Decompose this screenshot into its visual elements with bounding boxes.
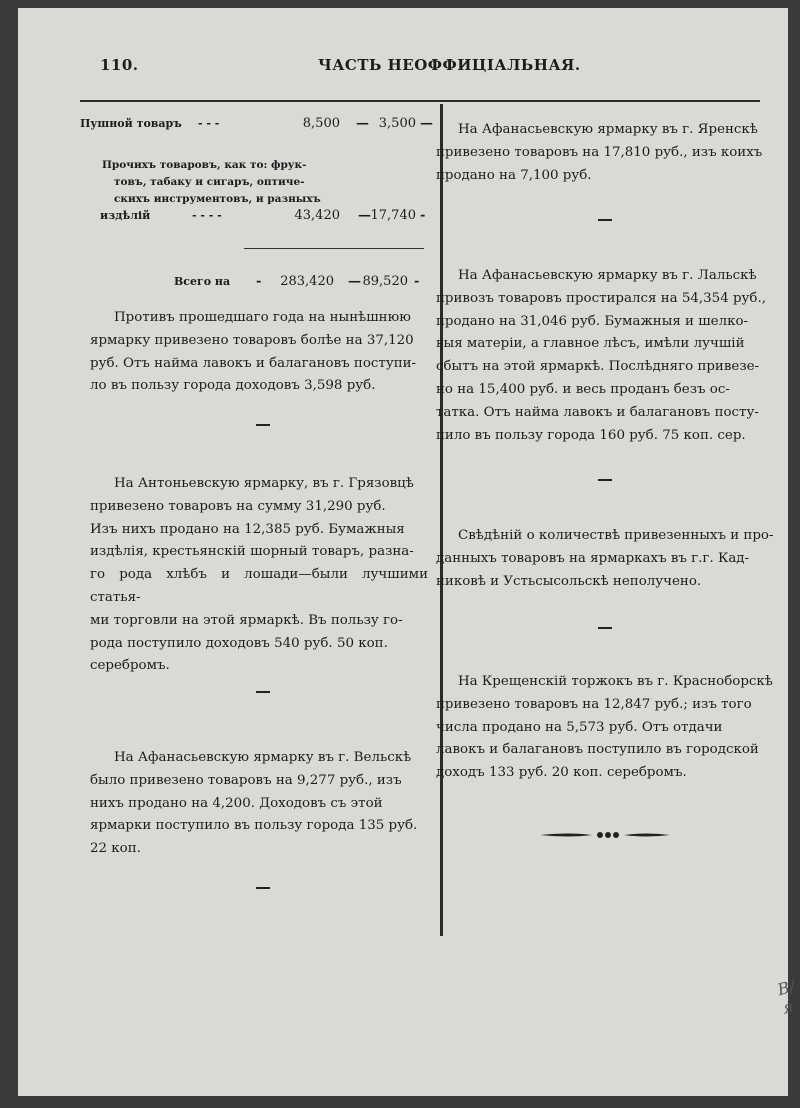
- newspaper-page: 110. ЧАСТЬ НЕОФФИЦІАЛЬНАЯ. Пушной товаръ - - - 8,500 — 3,500 — Прочихъ товаровъ, как то: фрук- товъ, табаку и сигаръ, оптиче- скихъ инструментовъ, и разныхъ издѣлій - - - - 43,420 — 17,740 - Всего на - 283,420 — 89,520 - Противъ прошедшаго года на нынѣшнюю ярмарку привезено товаровъ болѣе на 37,120 руб. Отъ найма лавокъ и балагановъ поступи- ло въ пользу города доходовъ 3,598 руб. На Антоньевскую ярмарку, въ г. Грязовцѣ привезено товаровъ на сумму 31,290 руб. Изъ нихъ продано на 12,385 руб. Бумажныя издѣлія, крестьянскій шорный товаръ, разна- го рода хлѣбъ и лошади—были лучшими статья- ми торговли на этой ярмаркѣ. Въ пользу го- рода поступило доходовъ 540 руб. 50 коп. серебромъ. На Афанасьевскую ярмарку въ г. Вельскѣ было привезено товаровъ на 9,277 руб., изъ нихъ продано на 4,200. Доходовъ съ этой ярмарки поступило въ пользу города 135 руб. 22 коп. На Афанасьевскую ярмарку въ г. Яренскѣ привезено товаровъ на 17,810 руб., изъ коихъ продано на 7,100 руб. На Афанасьевскую ярмарку въ г. Лальскѣ привозъ товаровъ простирался на 54,354 руб., продано на 31,046 руб. Бумажныя и шелко- выя матеріи, а главное лѣсъ, имѣли лучшій сбытъ на этой ярмаркѣ. Послѣдняго привезе- но на 15,400 руб. и весь проданъ безъ ос- татка. Отъ найма лавокъ и балагановъ посту- пило въ пользу города 160 руб. 75 коп. сер. Свѣдѣній о количествѣ привезенныхъ и про- данныхъ товаровъ на ярмаркахъ въ г.г. Кад- никовѣ и Устьсысольскѣ неполучено. На Крещенскій торжокъ въ г. Красноборскѣ привезено товаровъ на 12,847 руб.; изъ того числа продано на 5,573 руб. Отъ отдачи лавокъ и балагановъ поступило въ городской доходъ 133 руб. 20 коп. серебромъ. В/я: [18, 8, 788, 1096]
- text-line: серебромъ.: [90, 658, 170, 674]
- column-divider: [440, 104, 443, 936]
- text-line: рода поступило доходовъ 540 руб. 50 коп.: [90, 635, 388, 651]
- ornament-flourish-icon: [540, 830, 670, 840]
- text-line: выя матеріи, а главное лѣсъ, имѣли лучшій: [436, 336, 745, 352]
- text-line: привезено товаровъ на 12,847 руб.; изъ того: [436, 696, 752, 712]
- text-line: но на 15,400 руб. и весь проданъ безъ ос-: [436, 381, 730, 397]
- row-label: издѣлій: [100, 209, 151, 222]
- row-value-2: 17,740: [370, 208, 416, 223]
- text-line: доходъ 133 руб. 20 коп. серебромъ.: [436, 765, 687, 781]
- total-label: Всего на: [174, 275, 231, 288]
- text-line: 22 коп.: [90, 841, 141, 857]
- text-line: ми торговли на этой ярмаркѣ. Въ пользу го-: [90, 612, 403, 628]
- text-line: На Антоньевскую ярмарку, въ г. Грязовцѣ: [114, 476, 414, 491]
- text-line: руб. Отъ найма лавокъ и балагановъ поступи-: [90, 355, 417, 371]
- page-header: [88, 56, 758, 78]
- text-line: На Афанасьевскую ярмарку въ г. Яренскѣ: [458, 122, 758, 137]
- text-line: На Крещенскій торжокъ въ г. Красноборскѣ: [458, 674, 773, 689]
- text-line: Изъ нихъ продано на 12,385 руб. Бумажныя: [90, 521, 405, 537]
- row-label-line: Прочихъ товаровъ, как то: фрук-: [102, 159, 307, 171]
- section-dash: [256, 424, 270, 426]
- text-line: привезено товаровъ на сумму 31,290 руб.: [90, 498, 386, 514]
- running-head: ЧАСТЬ НЕОФФИЦІАЛЬНАЯ.: [318, 56, 581, 74]
- text-line: лавокъ и балагановъ поступило въ городской: [436, 742, 759, 758]
- section-dash: [256, 691, 270, 693]
- text-line: го рода хлѣбъ и лошади—были лучшими статья-: [90, 567, 428, 605]
- row-value-1: 43,420: [294, 208, 340, 223]
- text-line: продано на 31,046 руб. Бумажныя и шелко-: [436, 313, 749, 329]
- text-line: ярмарки поступило въ пользу города 135 руб.: [90, 818, 418, 834]
- text-line: данныхъ товаровъ на ярмаркахъ въ г.г. Кад-: [436, 550, 750, 566]
- row-label: Пушной товаръ: [80, 117, 182, 130]
- article-paragraph: [90, 747, 428, 861]
- article-paragraph: [436, 265, 776, 447]
- row-value-2: 3,500: [378, 116, 416, 131]
- section-dash: [598, 479, 612, 481]
- total-value-1: 283,420: [280, 274, 334, 289]
- article-paragraph: [436, 119, 776, 187]
- text-line: продано на 7,100 руб.: [436, 167, 592, 183]
- row-leader: - - - -: [192, 209, 222, 222]
- sum-rule: [244, 248, 424, 249]
- section-dash: [598, 219, 612, 221]
- text-line: привозъ товаровъ простирался на 54,354 руб.,: [436, 290, 766, 306]
- text-line: Противъ прошедшаго года на нынѣшнюю: [114, 310, 411, 325]
- text-line: На Афанасьевскую ярмарку въ г. Лальскѣ: [458, 268, 757, 283]
- text-line: ло въ пользу города доходовъ 3,598 руб.: [90, 378, 376, 394]
- text-line: На Афанасьевскую ярмарку въ г. Вельскѣ: [114, 750, 412, 765]
- text-line: сбытъ на этой ярмаркѣ. Послѣдняго привезе-: [436, 359, 760, 375]
- text-line: нихъ продано на 4,200. Доходовъ съ этой: [90, 795, 383, 811]
- article-paragraph: [436, 671, 776, 785]
- row-leader: - - -: [198, 117, 220, 130]
- text-line: пило въ пользу города 160 руб. 75 коп. сер.: [436, 427, 746, 443]
- total-value-2: 89,520: [362, 274, 408, 289]
- text-line: татка. Отъ найма лавокъ и балагановъ посту-: [436, 404, 759, 420]
- text-line: издѣлія, крестьянскій шорный товаръ, разна-: [90, 544, 414, 560]
- row-label-line: товъ, табаку и сигаръ, оптиче-: [114, 176, 305, 188]
- row-value-1: 8,500: [302, 116, 340, 131]
- text-line: было привезено товаровъ на 9,277 руб., изъ: [90, 772, 402, 788]
- article-paragraph: [436, 525, 776, 593]
- article-paragraph: [90, 307, 428, 398]
- row-label-line: скихъ инструментовъ, и разныхъ: [114, 193, 321, 205]
- section-dash: [598, 627, 612, 629]
- text-line: числа продано на 5,573 руб. Отъ отдачи: [436, 719, 723, 735]
- header-rule: [80, 100, 760, 102]
- text-line: Свѣдѣній о количествѣ привезенныхъ и про-: [458, 528, 774, 543]
- page-number: 110.: [100, 56, 139, 74]
- text-line: ярмарку привезено товаровъ болѣе на 37,120: [90, 332, 414, 348]
- section-dash: [256, 887, 270, 889]
- text-line: никовѣ и Устьсысольскѣ неполучено.: [436, 573, 702, 589]
- article-paragraph: [90, 473, 428, 678]
- text-line: привезено товаровъ на 17,810 руб., изъ коихъ: [436, 144, 763, 160]
- handwritten-mark: В/я: [775, 976, 797, 1018]
